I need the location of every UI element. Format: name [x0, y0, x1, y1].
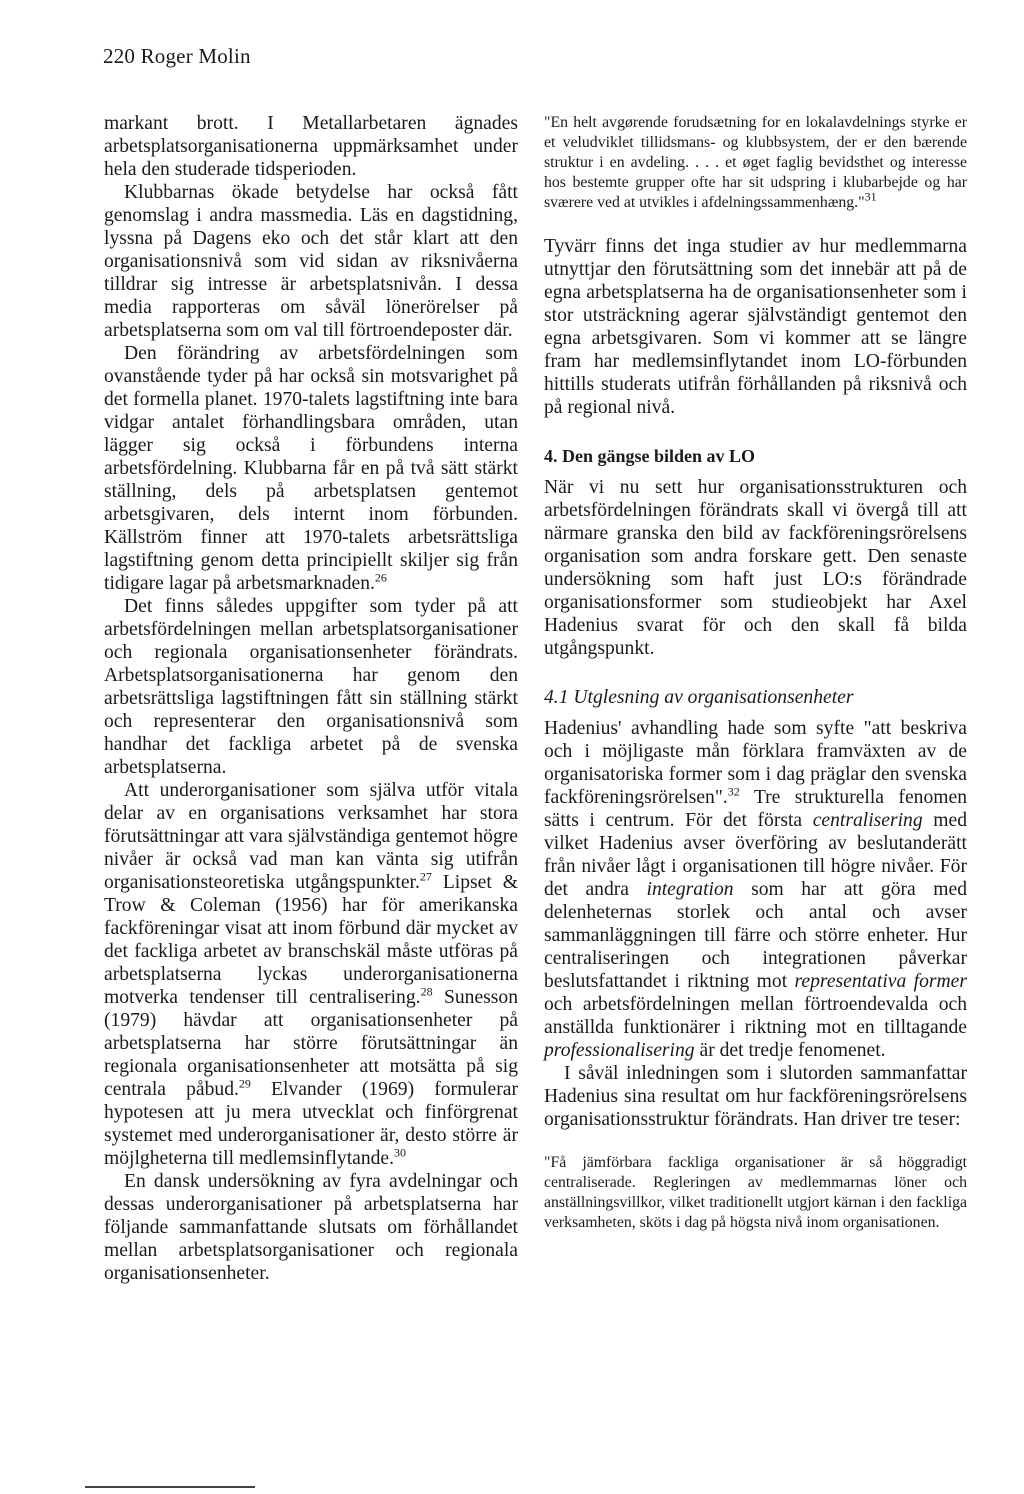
paragraph-text: Sunesson (1979) hävdar att organisationsenheter på arbetsplatserna har större förutsättningar än regionala organisationsenheter att motsätta på sig centrala påbud. [104, 987, 518, 1100]
paragraph: När vi nu sett hur organisationsstrukturen och arbetsfördelningen förändrats skall vi övergå till att närmare granska den bild av fackföreningsrörelsens organisation som andra forskare gett. Den senaste undersökning som haft just LO:s förändrade organisationsformer som studieobjekt har Axel Hadenius svarat för och den skall få bilda utgångspunkt. [544, 477, 967, 659]
paragraph: Klubbarnas ökade betydelse har också fått genomslag i andra massmedia. Läs en dagstidning, lyssna på Dagens eko och det står klart att den organisationsnivå som vid sidan av riksnivåerna tilldrar sig intresse är arbetsplatsnivån. I dessa media rapporteras om såväl lönerörelser på arbetsplatserna som om val till förtroendeposter där. [104, 182, 518, 341]
footer-rule [85, 1486, 255, 1488]
footnote-ref: 27 [419, 869, 432, 884]
left-column [104, 112, 518, 1285]
paragraph [104, 779, 518, 1170]
footnote-ref: 26 [374, 570, 387, 585]
right-column [544, 113, 967, 1233]
paragraph-text: Att underorganisationer som själva utför vitala delar av en organisations verksamhet har stora förutsättningar att vara självständiga gentemot högre nivåer är också vad man kan vänta sig utifrån organisationsteoretiska utgångspunkter. [104, 780, 518, 893]
paragraph-text: och arbetsfördelningen mellan förtroendevalda och anställda funktionärer i riktning mot en tilltagande [544, 994, 967, 1038]
block-quote: "Få jämförbara fackliga organisationer är så höggradigt centraliserade. Regleringen av medlemmarnas löner och anställningsvillkor, vilket traditionellt utgjort kärnan i den fackliga verksamheten, sköts i dag på högsta nivå inom organisationen. [544, 1154, 967, 1231]
author-name: Roger Molin [140, 44, 251, 68]
footnote-ref: 32 [727, 784, 740, 799]
paragraph-text: är det tredje fenomenet. [694, 1040, 886, 1061]
page-number: 220 [103, 44, 136, 68]
paragraph-text: Hadenius' avhandling hade som syfte "att beskriva och i möjligaste mån förklara framväxten av de organisatoriska former som i dag präglar den svenska fackföreningsrörelsen". [544, 718, 967, 808]
paragraph-text: Den förändring av arbetsfördelningen som ovanstående tyder på har också sin motsvarighet på det formella planet. 1970-talets lagstiftning inte bara vidgar antalet förhandlingsbara områden, utan lägger sig också i förbundens interna arbetsfördelning. Klubbarna får en på två sätt stärkt ställning, dels på arbetsplatsen gentemot arbetsgivaren, dels internt inom förbunden. Källström finner att 1970-talets arbetsrättsliga lagstiftning genom detta principiellt skiljer sig från tidigare lagar på arbetsmarknaden. [104, 343, 518, 594]
paragraph: En dansk undersökning av fyra avdelningar och dessas underorganisationer på arbetsplatserna har följande sammanfattande slutsats om förhållandet mellan arbetsplatsorganisationer och regionala organisationsenheter. [104, 1171, 518, 1284]
emphasis: professionalisering [544, 1040, 695, 1061]
paragraph-text: med vilket Hadenius avser överföring av beslutanderätt från nivåer lågt i organisationen till högre nivåer. För det andra [544, 810, 967, 900]
paragraph: Det finns således uppgifter som tyder på att arbetsfördelningen mellan arbetsplatsorganisationer och regionala organisationsenheter förändrats. Arbetsplatsorganisationerna har genom den arbetsrättsliga lagstiftningen fått sin ställning stärkt och representerar den organisationsnivå som handhar det fackliga arbetet på de svenska arbetsplatserna. [104, 596, 518, 778]
emphasis: representativa former [794, 971, 967, 992]
paragraph [544, 717, 967, 1062]
page-header [103, 44, 251, 69]
block-quote [544, 113, 967, 213]
emphasis: centralisering [812, 810, 923, 831]
paragraph-text: Tre strukturella fenomen sätts i centrum. För det första [544, 787, 967, 831]
subsection-heading: 4.1 Utglesning av organisationsenheter [544, 687, 854, 708]
footnote-ref: 28 [420, 984, 433, 999]
paragraph-text: som har att göra med delenheternas storlek och antal och avser sammanläggningen till färre och större enheter. Hur centraliseringen och integrationen påverkar beslutsfattandet i riktning mot [544, 879, 968, 992]
paragraph: Tyvärr finns det inga studier av hur medlemmarna utnyttjar den förutsättning som det innebär att på de egna arbetsplatserna ha de organisationsenheter som i stor utsträckning agerar självständigt gentemot den egna arbetsgivaren. Som vi kommer att se längre fram har medlemsinflytandet inom LO-förbunden hittills studerats utifrån förhållanden på riksnivå och på regional nivå. [544, 236, 967, 418]
paragraph [104, 342, 518, 595]
quote-text: "En helt avgørende forudsætning for en lokalavdelnings styrke er et veludviklet tillidsmans- og klubbsystem, der er den bærende struktur i en avdeling. . . . et øget faglig bevidsthet og interesse hos bestemte grupper ofte har sit udspring i klubarbejde og har sværere ved at utvikles i afdelningssammenhæng." [544, 114, 967, 211]
emphasis: integration [646, 879, 734, 900]
footnote-ref: 30 [394, 1145, 407, 1160]
section-heading: 4. Den gängse bilden av LO [544, 446, 756, 466]
footnote-ref: 31 [864, 189, 877, 204]
paragraph-text: Elvander (1969) formulerar hypotesen att ju mera utvecklat och finförgrenat systemet med underorganisationer är, desto större är möjlgheterna till medlemsinflytande. [104, 1079, 518, 1169]
footnote-ref: 29 [238, 1076, 251, 1091]
paragraph: markant brott. I Metallarbetaren ägnades arbetsplatsorganisationerna uppmärksamhet under hela den studerade tidsperioden. [104, 113, 518, 180]
paragraph: I såväl inledningen som i slutorden sammanfattar Hadenius sina resultat om hur fackföreningsrörelsens organisationsstruktur förändrats. Han driver tre teser: [544, 1063, 967, 1130]
paragraph-text: Lipset & Trow & Coleman (1956) har för amerikanska fackföreningar visat att inom förbund där mycket av det fackliga arbetet av branschskäl måste utföras på arbetsplatserna lyckas underorganisationerna motverka tendenser till centralisering. [104, 872, 518, 1008]
